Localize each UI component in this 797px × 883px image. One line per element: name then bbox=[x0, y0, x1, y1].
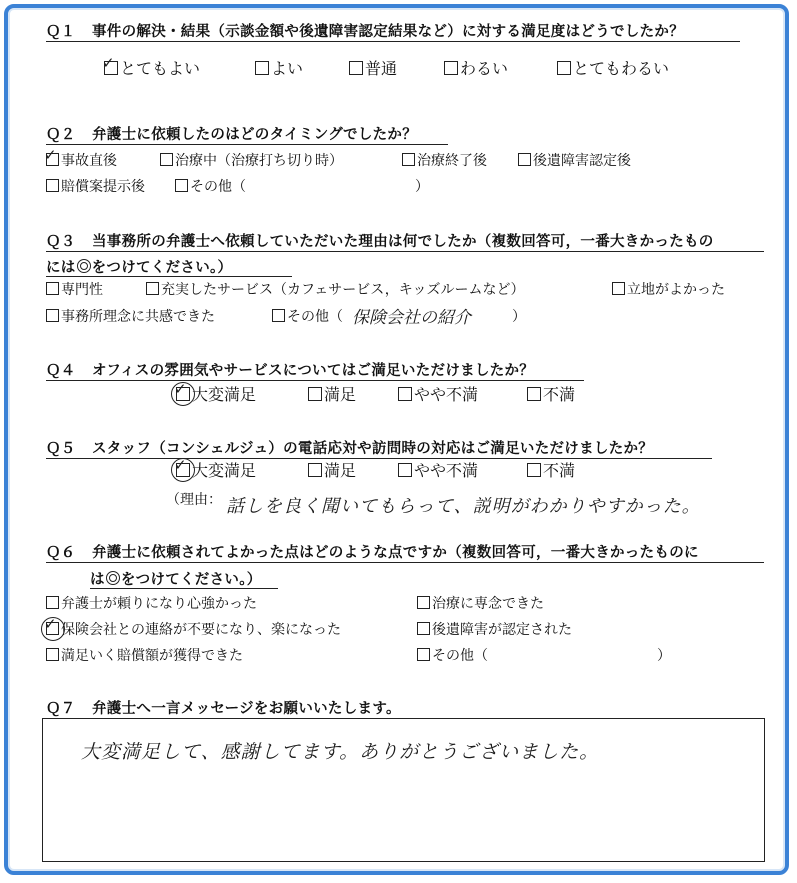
check-mark-icon: ✓ bbox=[174, 456, 187, 474]
q3-option-philosophy[interactable]: 事務所理念に共感できた bbox=[46, 308, 215, 326]
q2-option-other[interactable]: その他（ bbox=[175, 178, 246, 196]
q1-option-bad[interactable]: わるい bbox=[444, 60, 508, 78]
check-mark-icon: ✓ bbox=[102, 54, 115, 72]
checkbox[interactable] bbox=[146, 282, 159, 295]
q2-option-right-after[interactable]: ✓ 事故直後 bbox=[44, 146, 117, 169]
check-mark-icon: ✓ bbox=[174, 380, 187, 398]
checkbox[interactable] bbox=[398, 463, 412, 477]
checkbox[interactable] bbox=[557, 61, 571, 75]
q5-underline bbox=[46, 458, 712, 459]
q3-underline-2 bbox=[46, 276, 292, 277]
q2-option-during-treatment[interactable]: 治療中（治療打ち切り時） bbox=[160, 152, 343, 170]
q5-option-somewhat-dissatisfied[interactable]: やや不満 bbox=[398, 462, 478, 480]
circle-mark-icon bbox=[41, 617, 65, 641]
q6-option-other[interactable]: その他（ bbox=[417, 647, 488, 665]
checkbox[interactable] bbox=[46, 648, 59, 661]
q3-option-expertise[interactable]: 専門性 bbox=[46, 281, 103, 299]
checkbox[interactable] bbox=[518, 153, 531, 166]
q3-option-location[interactable]: 立地がよかった bbox=[612, 281, 725, 299]
circle-mark-icon bbox=[171, 458, 195, 482]
q1-option-normal[interactable]: 普通 bbox=[349, 60, 397, 78]
checkbox-checked[interactable] bbox=[102, 54, 118, 75]
checkbox[interactable] bbox=[175, 179, 188, 192]
checkbox[interactable] bbox=[46, 309, 59, 322]
q6-option-compensation[interactable]: 満足いく賠償額が獲得できた bbox=[46, 647, 243, 665]
q4-option-somewhat-dissatisfied[interactable]: やや不満 bbox=[398, 386, 478, 404]
q3-option-other[interactable]: その他（ bbox=[272, 308, 343, 326]
q6-underline-2 bbox=[90, 588, 278, 589]
q4-option-very-satisfied[interactable]: ✓ 大変満足 bbox=[176, 386, 256, 404]
q3-heading-line2: には をつけてください。） bbox=[46, 260, 233, 276]
checkbox[interactable] bbox=[349, 61, 363, 75]
q2-option-after-offer[interactable]: 賠償案提示後 bbox=[46, 178, 145, 196]
q4-option-satisfied[interactable]: 満足 bbox=[308, 386, 356, 404]
checkbox[interactable] bbox=[417, 622, 430, 635]
q7-message-box[interactable] bbox=[42, 718, 765, 862]
q1-underline bbox=[46, 41, 740, 42]
checkbox[interactable] bbox=[46, 282, 59, 295]
q6-option-reliable[interactable]: 弁護士が頼りになり心強かった bbox=[46, 595, 257, 613]
checkbox-checked[interactable] bbox=[174, 380, 190, 401]
q5-option-satisfied[interactable]: 満足 bbox=[308, 462, 356, 480]
double-circle-icon bbox=[106, 571, 120, 585]
checkbox[interactable] bbox=[444, 61, 458, 75]
checkbox[interactable] bbox=[272, 309, 285, 322]
checkbox[interactable] bbox=[417, 596, 430, 609]
q4-heading: Ｑ４ オフィスの雰囲気やサービスについてはご満足いただけましたか？ bbox=[46, 363, 535, 379]
checkbox[interactable] bbox=[46, 596, 59, 609]
q5-reason-handwritten: 話しを良く聞いてもらって、説明がわかりやすかった。 bbox=[226, 496, 701, 517]
q6-heading-line2: は をつけてください。） bbox=[90, 572, 262, 588]
q6-option-no-insurer-contact[interactable]: ✓ 保険会社との連絡が不要になり、楽になった bbox=[46, 621, 341, 639]
checkbox-checked[interactable] bbox=[174, 456, 190, 477]
q4-option-dissatisfied[interactable]: 不満 bbox=[527, 386, 575, 404]
q6-option-disability-certified[interactable]: 後遺障害が認定された bbox=[417, 621, 572, 639]
checkbox[interactable] bbox=[402, 153, 415, 166]
checkbox[interactable] bbox=[160, 153, 173, 166]
double-circle-icon bbox=[77, 259, 91, 273]
checkbox[interactable] bbox=[398, 387, 412, 401]
q1-heading bbox=[46, 20, 684, 41]
q6-option-focus-treatment[interactable]: 治療に専念できた bbox=[417, 595, 544, 613]
q1-option-good[interactable]: よい bbox=[255, 60, 303, 78]
q3-heading: Ｑ３ 当事務所の弁護士へ依頼していただいた理由は何でしたか（複数回答可，一番大きかったもの bbox=[46, 234, 714, 250]
q7-heading: Ｑ７ 弁護士へ一言メッセージをお願いいたします。 bbox=[46, 701, 401, 717]
q4-underline bbox=[46, 380, 584, 381]
checkbox[interactable] bbox=[46, 179, 59, 192]
q6-heading: Ｑ６ 弁護士に依頼されてよかった点はどのような点ですか（複数回答可，一番大きかったものに bbox=[46, 545, 699, 561]
q2-other-close: ） bbox=[415, 179, 429, 195]
check-mark-icon: ✓ bbox=[44, 146, 57, 164]
checkbox[interactable] bbox=[308, 463, 322, 477]
q5-option-dissatisfied[interactable]: 不満 bbox=[527, 462, 575, 480]
checkbox[interactable] bbox=[527, 463, 541, 477]
q5-heading: Ｑ５ スタッフ（コンシェルジュ）の電話応対や訪問時の対応はご満足いただけましたか？ bbox=[46, 441, 654, 457]
q3-other-handwritten: 保険会社の紹介 bbox=[352, 308, 471, 328]
q3-other-close: ） bbox=[512, 309, 526, 325]
circle-mark-icon bbox=[171, 382, 195, 406]
q2-option-after-certification[interactable]: 後遺障害認定後 bbox=[518, 152, 631, 170]
checkbox[interactable] bbox=[527, 387, 541, 401]
check-mark-icon: ✓ bbox=[44, 615, 57, 633]
checkbox-checked[interactable] bbox=[44, 146, 59, 166]
q2-heading: Ｑ２ 弁護士に依頼したのはどのタイミングでしたか？ bbox=[46, 127, 418, 143]
q7-message-handwritten: 大変満足して、感謝してます。ありがとうございました。 bbox=[81, 741, 600, 763]
checkbox[interactable] bbox=[417, 648, 430, 661]
q2-option-after-treatment[interactable]: 治療終了後 bbox=[402, 152, 487, 170]
q1-number: Ｑ１ bbox=[46, 24, 76, 40]
q1-option-very-good[interactable]: ✓ とてもよい bbox=[102, 54, 201, 78]
q1-text: 事件の解決・結果（示談金額や後遺障害認定結果など）に対する満足度はどうでしたか？ bbox=[92, 24, 684, 40]
q5-reason-label: （理由： bbox=[166, 492, 222, 508]
q3-underline-1 bbox=[46, 251, 764, 252]
checkbox[interactable] bbox=[308, 387, 322, 401]
q2-underline bbox=[46, 144, 448, 145]
q3-option-services[interactable]: 充実したサービス（カフェサービス，キッズルームなど） bbox=[146, 281, 524, 299]
q5-option-very-satisfied[interactable]: ✓ 大変満足 bbox=[176, 462, 256, 480]
q1-option-very-bad[interactable]: とてもわるい bbox=[557, 60, 669, 78]
q6-underline-1 bbox=[46, 562, 764, 563]
checkbox[interactable] bbox=[612, 282, 625, 295]
checkbox[interactable] bbox=[255, 61, 269, 75]
q6-other-close: ） bbox=[657, 648, 671, 664]
checkbox-checked[interactable] bbox=[44, 615, 59, 635]
